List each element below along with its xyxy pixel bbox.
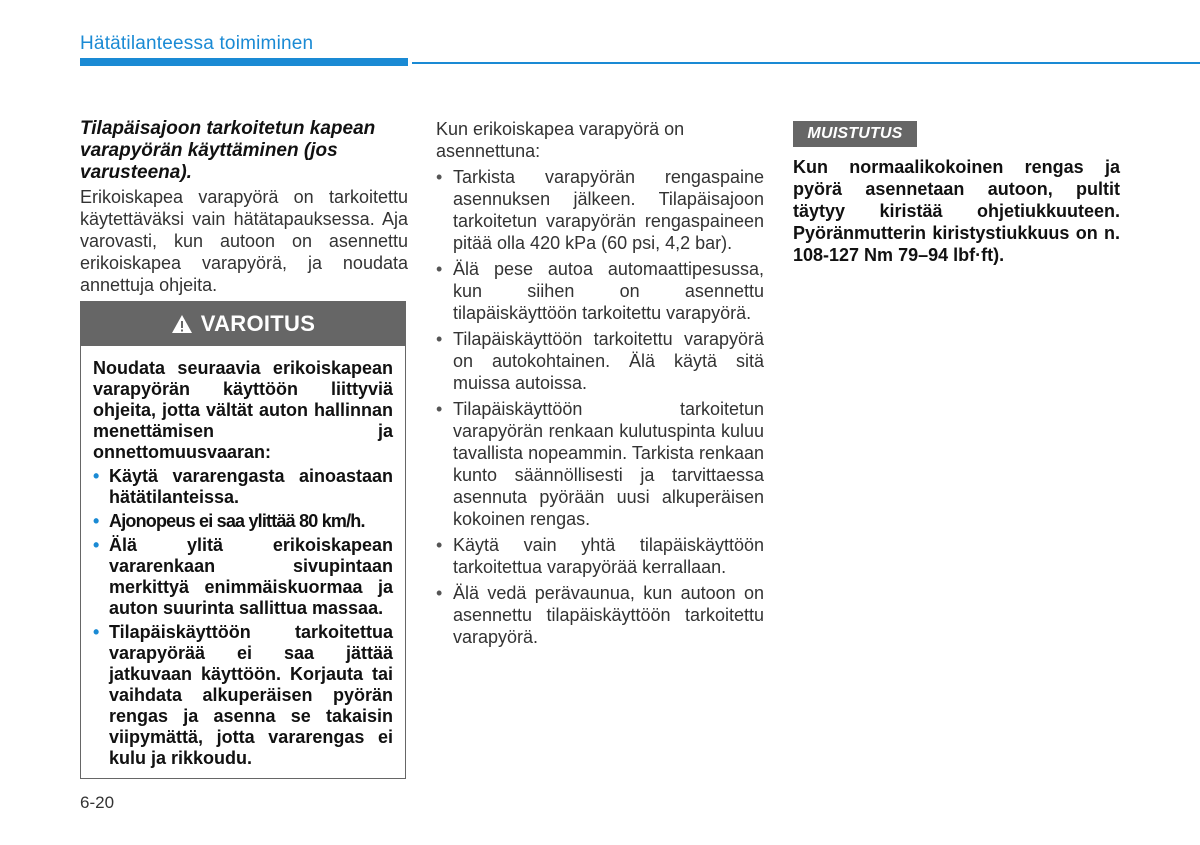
list-item: • Tilapäiskäyttöön tarkoitetun varapyörän renkaan kulutuspinta kuluu tavallista nopeammin. Tarkista renkaan kunto säännöllisesti ja tarvittaessa asennuta pyörään uusi alkuperäisen kokoinen rengas. bbox=[436, 398, 764, 530]
intro-paragraph: Erikoiskapea varapyörä on tarkoitettu käytettäväksi vain hätätapauksessa. Aja varovasti, kun autoon on asennettu erikoiskapea varapyörä, ja noudata annettuja ohjeita. bbox=[80, 187, 408, 295]
list-item: • Älä vedä perävaunua, kun autoon on asennettu tilapäiskäyttöön tarkoitettu varapyörä. bbox=[436, 582, 764, 648]
list-item: • Älä pese autoa automaattipesussa, kun siihen on asennettu tilapäiskäyttöön tarkoitettu varapyörä. bbox=[436, 258, 764, 324]
warning-intro: Noudata seuraavia erikoiskapean varapyörän käyttöön liittyviä ohjeita, jotta vältät auton hallinnan menettämisen ja onnettomuusvaaran: bbox=[93, 358, 393, 462]
subsection-heading: Tilapäisajoon tarkoitetun kapean varapyörän käyttäminen (jos varusteena). bbox=[80, 118, 376, 183]
warning-list bbox=[93, 466, 393, 769]
middle-intro: Kun erikoiskapea varapyörä on asennettuna: bbox=[436, 119, 685, 161]
left-column bbox=[80, 118, 408, 296]
warning-body bbox=[81, 346, 405, 769]
warning-title: VAROITUS bbox=[200, 311, 316, 336]
section-title: Hätätilanteessa toimiminen bbox=[80, 33, 314, 54]
note-text: Kun normaalikokoinen rengas ja pyörä asennetaan autoon, pultit täytyy kiristää ohjetiukkuuteen. Pyöränmutterin kiristystiukkuus on n. 108-127 Nm 79–94 lbf·ft). bbox=[793, 157, 1120, 265]
warning-triangle-icon bbox=[171, 314, 193, 334]
header-rule-thin bbox=[412, 62, 1200, 64]
warning-box bbox=[80, 301, 406, 779]
warning-item: • Käytä vararengasta ainoastaan hätätilanteissa. bbox=[93, 466, 393, 508]
list-item: • Tarkista varapyörän rengaspaine asennuksen jälkeen. Tilapäisajoon tarkoitetun varapyörän rengaspaineen pitää olla 420 kPa (60 psi, 4,2 bar). bbox=[436, 166, 764, 254]
list-item: • Käytä vain yhtä tilapäiskäyttöön tarkoitettua varapyörää kerrallaan. bbox=[436, 534, 764, 578]
page-number: 6-20 bbox=[80, 793, 115, 812]
list-item: • Tilapäiskäyttöön tarkoitettu varapyörä on autokohtainen. Älä käytä sitä muissa autoissa. bbox=[436, 328, 764, 394]
header-rule-thick bbox=[80, 58, 408, 66]
warning-item: • Älä ylitä erikoiskapean vararenkaan sivupintaan merkittyä enimmäiskuormaa ja auton suurinta sallittua massaa. bbox=[93, 535, 393, 619]
warning-item: • Tilapäiskäyttöön tarkoitettua varapyörää ei saa jättää jatkuvaan käyttöön. Korjauta tai vaihdata alkuperäisen pyörän rengas ja asenna se takaisin viipymättä, jotta vararengas ei kulu ja rikkoudu. bbox=[93, 622, 393, 769]
warning-item: • Ajonopeus ei saa ylittää 80 km/h. bbox=[93, 511, 393, 532]
warning-header bbox=[81, 302, 405, 346]
note-badge: MUISTUTUS bbox=[793, 121, 917, 147]
middle-column bbox=[436, 118, 764, 652]
instruction-list bbox=[436, 166, 764, 648]
